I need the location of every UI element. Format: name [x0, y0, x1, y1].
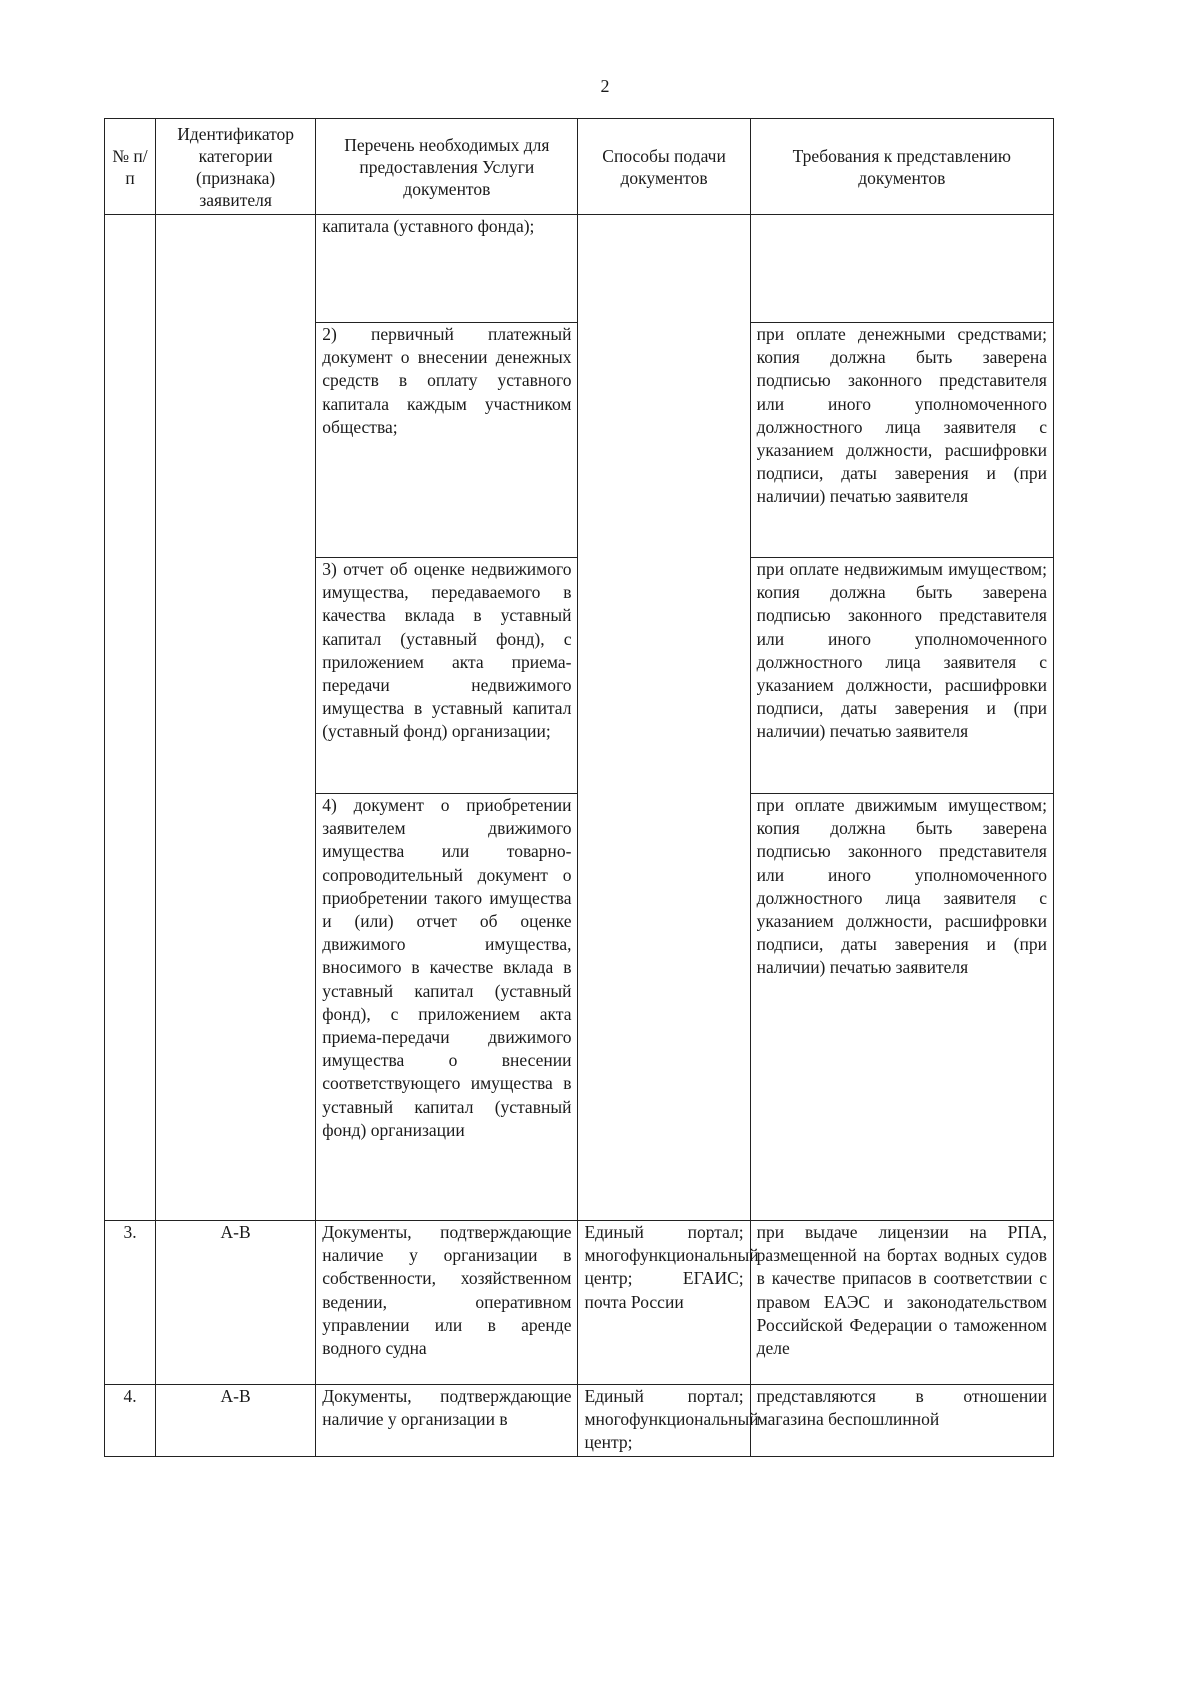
number-cell-continued [105, 215, 156, 1221]
header-requirements: Требования к представлению документов [750, 119, 1053, 215]
row-requirements: при выдаче лицензии на РПА, размещенной на бортах водных судов в качестве припасов в соответствии с правом ЕАЭС и законодательством Российской Федерации о таможенном деле [750, 1221, 1053, 1385]
requirements-cell: при оплате движимым имуществом; копия должна быть заверена подписью законного представителя или иного уполномоченного должностного лица заявителя с указанием должности, расшифровки подписи, даты заверения и (при наличии) печатью заявителя [750, 794, 1053, 1221]
row-methods: Единый портал; многофункциональный центр; [578, 1385, 750, 1457]
table-header-row [105, 119, 1054, 215]
header-number: № п/п [105, 119, 156, 215]
requirements-table [104, 118, 1054, 1457]
row-documents: Документы, подтверждающие наличие у организации в собственности, хозяйственном ведении, оперативном управлении или в аренде водного судна [316, 1221, 578, 1385]
requirements-cell: при оплате недвижимым имуществом; копия должна быть заверена подписью законного представителя или иного уполномоченного должностного лица заявителя с указанием должности, расшифровки подписи, даты заверения и (при наличии) печатью заявителя [750, 558, 1053, 794]
row-documents: Документы, подтверждающие наличие у организации в [316, 1385, 578, 1457]
header-category: Идентификатор категории (признака) заявителя [156, 119, 316, 215]
methods-cell-continued [578, 215, 750, 1221]
header-methods: Способы подачи документов [578, 119, 750, 215]
row-number: 4. [105, 1385, 156, 1457]
requirements-cell [750, 215, 1053, 323]
category-cell-continued [156, 215, 316, 1221]
page-number: 2 [600, 76, 610, 96]
row-category: А-В [156, 1385, 316, 1457]
row-requirements: представляются в отношении магазина беспошлинной [750, 1385, 1053, 1457]
header-documents: Перечень необходимых для предоставления Услуги документов [316, 119, 578, 215]
document-cell: 2) первичный платежный документ о внесении денежных средств в оплату уставного капитала каждым участником общества; [316, 323, 578, 558]
requirements-cell: при оплате денежными средствами; копия должна быть заверена подписью законного представителя или иного уполномоченного должностного лица заявителя с указанием должности, расшифровки подписи, даты заверения и (при наличии) печатью заявителя [750, 323, 1053, 558]
table-row [105, 1385, 1054, 1457]
row-number: 3. [105, 1221, 156, 1385]
row-category: А-В [156, 1221, 316, 1385]
table-row [105, 1221, 1054, 1385]
table-row [105, 215, 1054, 323]
row-methods: Единый портал; многофункциональный центр; ЕГАИС; почта России [578, 1221, 750, 1385]
document-cell: капитала (уставного фонда); [316, 215, 578, 323]
document-cell: 4) документ о приобретении заявителем движимого имущества или товарно-сопроводительный документ о приобретении такого имущества и (или) отчет об оценке движимого имущества, вносимого в качестве вклада в уставный капитал (уставный фонд), с приложением акта приема-передачи движимого имущества о внесении соответствующего имущества в уставный капитал (уставный фонд) организации [316, 794, 578, 1221]
document-cell: 3) отчет об оценке недвижимого имущества, передаваемого в качества вклада в уставный капитал (уставный фонд), с приложением акта приема-передачи недвижимого имущества в уставный капитал (уставный фонд) организации; [316, 558, 578, 794]
